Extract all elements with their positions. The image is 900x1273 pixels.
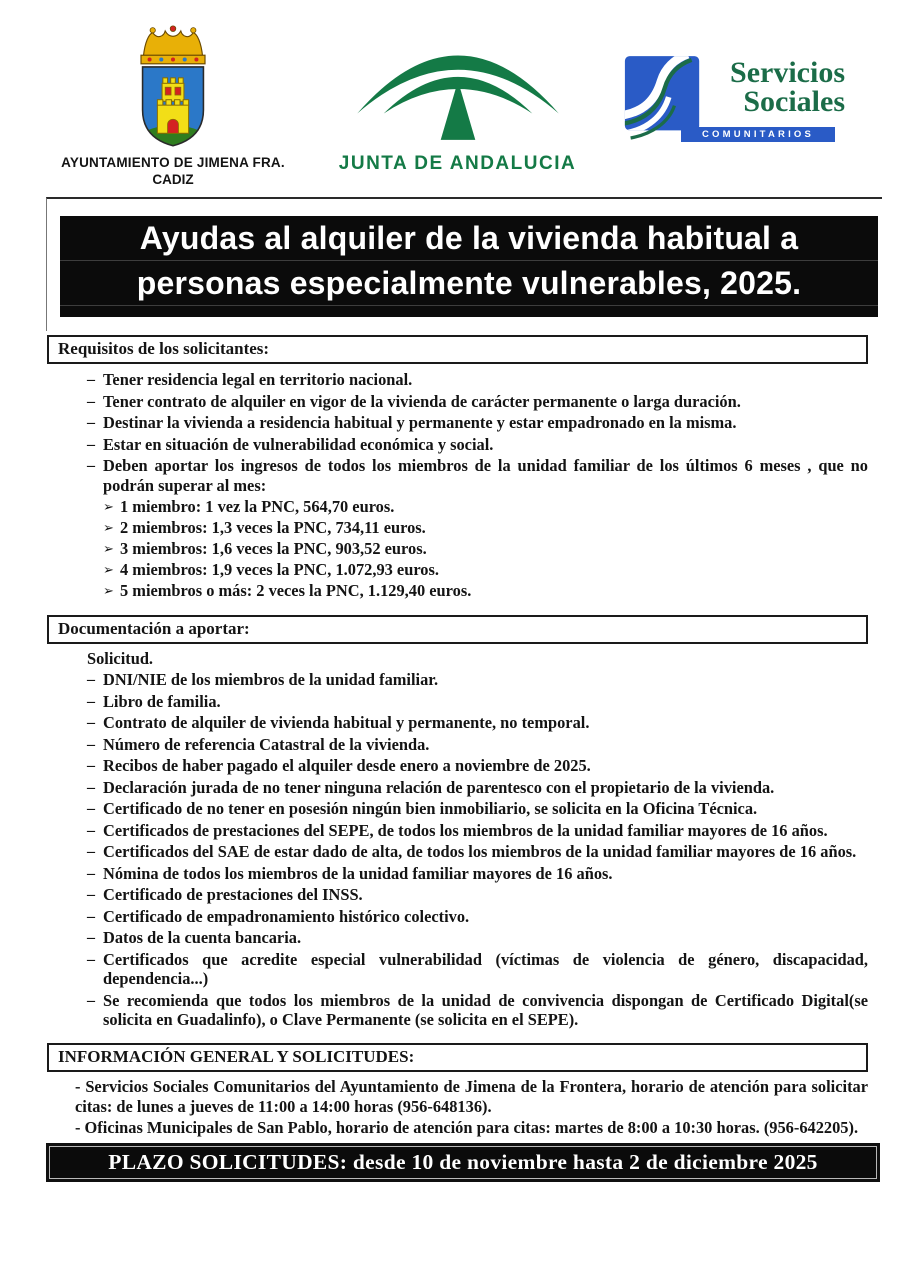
title-banner xyxy=(60,216,878,317)
dash-bullet-icon: – xyxy=(87,929,95,946)
dash-bullet-icon: – xyxy=(87,371,95,388)
list-item: – Nómina de todos los miembros de la unidad familiar mayores de 16 años. xyxy=(87,863,613,883)
ayuntamiento-name: AYUNTAMIENTO DE JIMENA FRA. xyxy=(61,155,285,170)
list-item: – Certificado de prestaciones del INSS. xyxy=(87,885,363,904)
list-item: – Tener contrato de alquiler en vigor de la vivienda de carácter permanente o larga duración. xyxy=(87,391,741,411)
dash-bullet-icon: – xyxy=(87,714,95,731)
dash-bullet-icon: – xyxy=(87,800,95,817)
dash-bullet-icon: – xyxy=(87,950,95,968)
informacion-line: - Oficinas Municipales de San Pablo, horario de atención para citas: martes de 8:00 a 10:30 horas. (956-642205). xyxy=(75,1117,859,1137)
dash-bullet-icon: – xyxy=(87,435,95,453)
dash-bullet-icon: – xyxy=(87,843,95,860)
plazo-banner: PLAZO SOLICITUDES: desde 10 de noviembre hasta 2 de diciembre 2025 xyxy=(46,1143,880,1182)
dash-bullet-icon: – xyxy=(87,671,95,688)
sociales-word: Sociales xyxy=(743,85,845,119)
page-title-line2: personas especialmente vulnerables, 2025. xyxy=(60,261,878,306)
arrow-bullet-icon: ➢ xyxy=(103,583,114,598)
list-item: – Certificados de prestaciones del SEPE, de todos los miembros de la unidad familiar mayores de 16 años. xyxy=(87,820,828,840)
list-item: – Estar en situación de vulnerabilidad económica y social. xyxy=(87,434,494,454)
list-item: ➢ 2 miembros: 1,3 veces la PNC, 734,11 euros. xyxy=(103,518,426,537)
list-item: – Declaración jurada de no tener ninguna relación de parentesco con el propietario de la vivienda. xyxy=(87,777,775,797)
title-banner-frame xyxy=(46,197,882,331)
list-item: – Certificados del SAE de estar dado de alta, de todos los miembros de la unidad familiar mayores de 16 años. xyxy=(87,842,857,861)
dash-bullet-icon: – xyxy=(87,735,95,753)
list-item: – Deben aportar los ingresos de todos los miembros de la unidad familiar de los últimos 6 meses , que no podrán superar al mes: xyxy=(87,456,868,495)
list-item: – Certificado de empadronamiento histórico colectivo. xyxy=(87,906,470,926)
arrow-bullet-icon: ➢ xyxy=(103,520,114,535)
dash-bullet-icon: – xyxy=(87,414,95,431)
title-banner-spacer xyxy=(60,306,878,317)
dash-bullet-icon: – xyxy=(87,692,95,710)
list-item: ➢ 5 miembros o más: 2 veces la PNC, 1.129,40 euros. xyxy=(103,581,472,600)
header-logos xyxy=(0,0,900,197)
section-heading-documentacion: Documentación a aportar: xyxy=(47,615,868,644)
list-item: – Se recomienda que todos los miembros de la unidad de convivencia dispongan de Certificado Digital(se solicita en Guadalinfo), o Clave Permanente (se solicita en el SEPE). xyxy=(87,990,868,1029)
servicios-sociales-logo-block xyxy=(623,54,848,164)
junta-label: JUNTA DE ANDALUCIA xyxy=(338,153,577,174)
dash-bullet-icon: – xyxy=(87,457,95,474)
list-item: ➢ 4 miembros: 1,9 veces la PNC, 1.072,93 euros. xyxy=(103,560,439,579)
junta-andalucia-logo-icon xyxy=(351,28,565,144)
list-item: – Destinar la vivienda a residencia habitual y permanente y estar empadronado en la misma. xyxy=(87,413,737,432)
list-item: – Libro de familia. xyxy=(87,691,221,711)
documentacion-intro: Solicitud. xyxy=(87,649,154,668)
dash-bullet-icon: – xyxy=(87,907,95,925)
list-item: – DNI/NIE de los miembros de la unidad familiar. xyxy=(87,670,439,689)
ayuntamiento-city: CADIZ xyxy=(152,172,194,187)
documentacion-list xyxy=(87,670,868,1030)
jimena-logo-block xyxy=(54,24,292,187)
body-content xyxy=(0,335,900,1138)
section-heading-informacion: INFORMACIÓN GENERAL Y SOLICITUDES: xyxy=(47,1043,868,1072)
jimena-coat-of-arms-icon xyxy=(124,24,222,152)
dash-bullet-icon: – xyxy=(87,757,95,774)
servicios-word: Servicios xyxy=(730,56,845,89)
page-title-line1: Ayudas al alquiler de la vivienda habitual a xyxy=(60,216,878,261)
informacion-text xyxy=(75,1077,868,1139)
list-item: ➢ 1 miembro: 1 vez la PNC, 564,70 euros. xyxy=(103,497,395,516)
list-item: – Recibos de haber pagado el alquiler desde enero a noviembre de 2025. xyxy=(87,756,591,775)
list-item: – Datos de la cuenta bancaria. xyxy=(87,928,302,947)
dash-bullet-icon: – xyxy=(87,991,95,1009)
list-item: – Tener residencia legal en territorio nacional. xyxy=(87,370,413,389)
list-item: – Número de referencia Catastral de la vivienda. xyxy=(87,734,430,754)
pnc-thresholds-list xyxy=(103,497,868,601)
list-item: – Contrato de alquiler de vivienda habitual y permanente, no temporal. xyxy=(87,713,590,732)
servicios-sociales-title xyxy=(703,58,845,117)
informacion-line: - Servicios Sociales Comunitarios del Ayuntamiento de Jimena de la Frontera, horario de atención para solicitar citas: de lunes a jueves de 11:00 a 14:00 horas (956-648136). xyxy=(75,1076,868,1116)
arrow-bullet-icon: ➢ xyxy=(103,541,114,556)
list-item: ➢ 3 miembros: 1,6 veces la PNC, 903,52 euros. xyxy=(103,539,427,558)
junta-logo-block xyxy=(333,28,583,175)
requisitos-list xyxy=(87,370,868,495)
dash-bullet-icon: – xyxy=(87,864,95,882)
comunitarios-badge: COMUNITARIOS xyxy=(681,127,835,142)
dash-bullet-icon: – xyxy=(87,778,95,796)
dash-bullet-icon: – xyxy=(87,392,95,410)
section-heading-requisitos: Requisitos de los solicitantes: xyxy=(47,335,868,364)
list-item: – Certificados que acredite especial vulnerabilidad (víctimas de violencia de género, discapacidad, dependencia...) xyxy=(87,949,868,988)
arrow-bullet-icon: ➢ xyxy=(103,499,114,514)
dash-bullet-icon: – xyxy=(87,821,95,839)
list-item: – Certificado de no tener en posesión ningún bien inmobiliario, se solicita en la Oficina Técnica. xyxy=(87,799,758,818)
dash-bullet-icon: – xyxy=(87,886,95,903)
arrow-bullet-icon: ➢ xyxy=(103,562,114,577)
